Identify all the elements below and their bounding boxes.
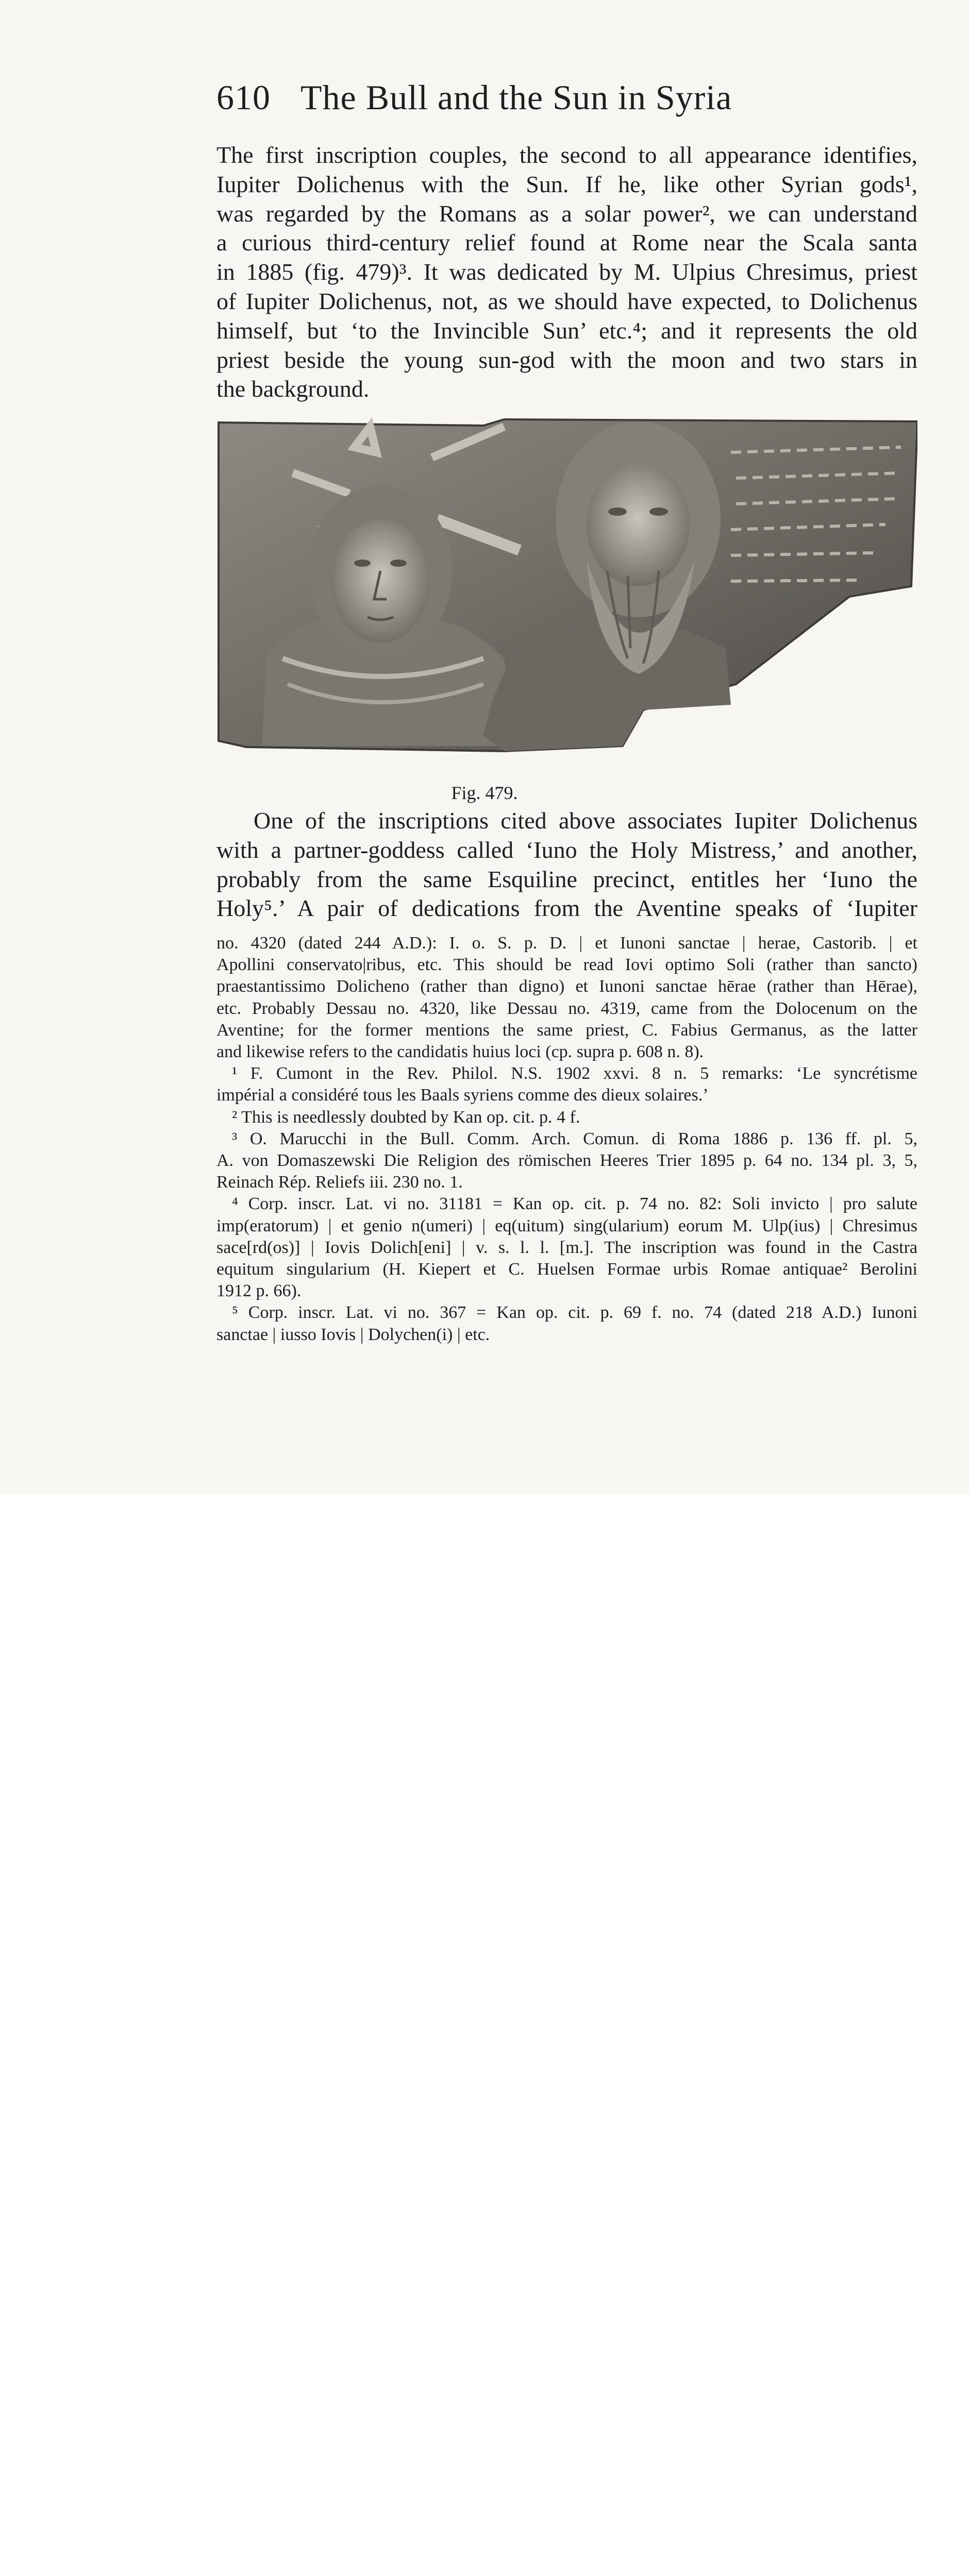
footnote-line: equitum singularium (H. Kiepert et C. Huelsen Formae urbis Romae antiquae² Berolini — [216, 1260, 917, 1279]
footnote-line: praestantissimo Dolicheno (rather than digno) et Iunoni sanctae hērae (rather than Hērae), — [216, 977, 917, 996]
footnote-line: ¹ F. Cumont in the Rev. Philol. N.S. 1902 xxvi. 8 n. 5 remarks: ‘Le syncrétisme — [232, 1064, 917, 1083]
footnote-line: A. von Domaszewski Die Religion des römischen Heeres Trier 1895 p. 64 no. 134 pl. 3, 5, — [216, 1151, 917, 1171]
footnote-line: imp(eratorum) | et genio n(umeri) | eq(uitum) sing(ularium) eorum M. Ulp(ius) | Chresimus — [216, 1216, 917, 1235]
text-line: Holy⁵.’ A pair of dedications from the Aventine speaks of ‘Iupiter — [216, 895, 917, 922]
footnote-line: 1912 p. 66). — [216, 1281, 302, 1301]
text-line: probably from the same Esquiline precinct, entitles her ‘Iuno the — [216, 866, 917, 892]
text-line: Iupiter Dolichenus with the Sun. If he, like other Syrian gods¹, — [216, 171, 917, 197]
viewer-footer — [0, 1494, 969, 1567]
footnote-line: ² This is needlessly doubted by Kan op. cit. p. 4 f. — [232, 1107, 580, 1127]
footnote-line: and likewise refers to the candidatis huius loci (cp. supra p. 608 n. 8). — [216, 1042, 704, 1062]
running-title: The Bull and the Sun in Syria — [300, 78, 732, 117]
footnote-line: etc. Probably Dessau no. 4320, like Dessau no. 4319, came from the Dolocenum on the — [216, 998, 917, 1018]
footnote-line: sanctae | iusso Iovis | Dolychen(i) | etc. — [216, 1325, 490, 1344]
text-line: of Iupiter Dolichenus, not, as we should have expected, to Dolichenus — [216, 287, 917, 314]
text-line: himself, but ‘to the Invincible Sun’ etc.⁴; and it represents the old — [216, 317, 917, 344]
text-line: with a partner-goddess called ‘Iuno the Holy Mistress,’ and another, — [216, 836, 917, 863]
running-header — [216, 77, 732, 118]
paragraph-1 — [216, 141, 917, 404]
footnote-line: no. 4320 (dated 244 A.D.): I. o. S. p. D. | et Iunoni sanctae | herae, Castorib. | et — [216, 934, 917, 953]
text-line: One of the inscriptions cited above associates Iupiter Dolichenus — [254, 807, 917, 834]
relief-photograph — [215, 416, 917, 760]
page-number: 610 — [216, 78, 271, 117]
text-line: in 1885 (fig. 479)³. It was dedicated by M. Ulpius Chresimus, priest — [216, 259, 917, 285]
footnote-line: ⁵ Corp. inscr. Lat. vi no. 367 = Kan op. cit. p. 69 f. no. 74 (dated 218 A.D.) Iunoni — [232, 1303, 917, 1323]
footnote-line: Aventine; for the former mentions the same priest, C. Fabius Germanus, as the latter — [216, 1020, 917, 1040]
footnotes — [216, 933, 917, 1346]
footnote-line: sace[rd(os)] | Iovis Dolich[eni] | v. s. l. l. [m.]. The inscription was found in the Castra — [216, 1238, 917, 1257]
footnote-line: impérial a considéré tous les Baals syriens comme des dieux solaires.’ — [216, 1086, 709, 1105]
footnote-line: Reinach Rép. Reliefs iii. 230 no. 1. — [216, 1173, 463, 1192]
paragraph-2 — [216, 806, 917, 923]
text-line: a curious third-century relief found at Rome near the Scala santa — [216, 229, 917, 256]
text-line: the background. — [216, 376, 370, 402]
text-line: was regarded by the Romans as a solar power², we can understand — [216, 200, 917, 227]
text-line: priest beside the young sun-god with the moon and two stars in — [216, 346, 917, 373]
text-line: The first inscription couples, the second to all appearance identifies, — [216, 142, 917, 168]
footnote-line: ⁴ Corp. inscr. Lat. vi no. 31181 = Kan op. cit. p. 74 no. 82: Soli invicto | pro salute — [232, 1194, 917, 1214]
figure-caption: Fig. 479. — [451, 783, 518, 803]
footnote-line: ³ O. Marucchi in the Bull. Comm. Arch. Comun. di Roma 1886 p. 136 ff. pl. 5, — [232, 1129, 917, 1148]
footnote-line: Apollini conservato|ribus, etc. This should be read Iovi optimo Soli (rather than sancto) — [216, 955, 917, 975]
